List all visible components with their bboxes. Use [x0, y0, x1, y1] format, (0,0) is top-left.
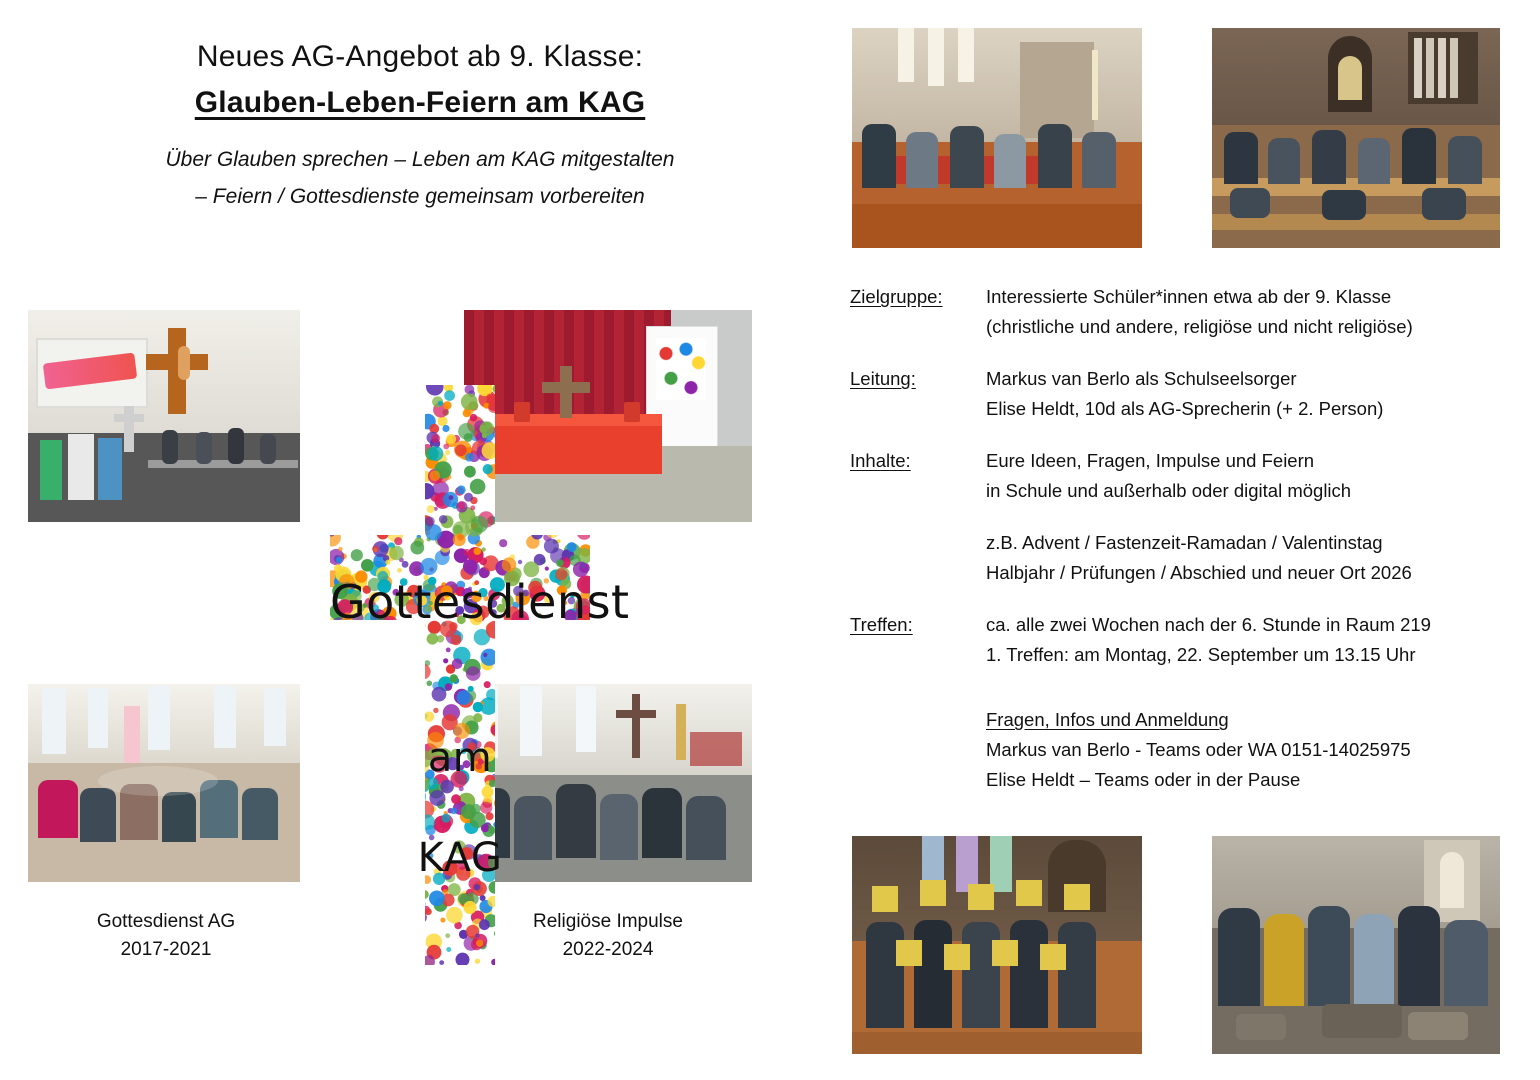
- info-label-inhalte: Inhalte:: [850, 449, 911, 471]
- contact-block: [986, 705, 1531, 795]
- photo-students-crowd-standing: [1212, 836, 1500, 1054]
- headline-block: [60, 40, 780, 216]
- info-row-leitung: [850, 364, 1530, 424]
- info-value-treffen: [986, 610, 1530, 670]
- caption-left-title: Gottesdienst AG: [96, 911, 236, 932]
- info-spacer: [986, 506, 1530, 528]
- info-line: Halbjahr / Prüfungen / Abschied und neuer Ort 2026: [986, 561, 1412, 583]
- caption-right-years: 2022-2024: [562, 938, 654, 960]
- info-line: z.B. Advent / Fastenzeit-Ramadan / Valentinstag: [986, 531, 1383, 553]
- photo-gym-circle-students: [28, 684, 300, 882]
- subtitle-line2: – Feiern / Gottesdienste gemeinsam vorbereiten: [195, 184, 645, 208]
- info-line: (christliche und andere, religiöse und nicht religiöse): [986, 315, 1413, 337]
- caption-right-title: Religiöse Impulse: [533, 911, 683, 932]
- info-label-zielgruppe: Zielgruppe:: [850, 286, 943, 307]
- page-title-line1: Neues AG-Angebot ab 9. Klasse:: [196, 40, 644, 73]
- contact-title: Fragen, Infos und Anmeldung: [986, 709, 1229, 730]
- info-line: 1. Treffen: am Montag, 22. September um 13.15 Uhr: [986, 643, 1416, 665]
- contact-line-2: Elise Heldt – Teams oder in der Pause: [986, 768, 1301, 790]
- info-line: Markus van Berlo als Schulseelsorger: [986, 367, 1297, 389]
- caption-left: [60, 908, 272, 963]
- info-line: Elise Heldt, 10d als AG-Sprecherin (+ 2. Person): [986, 397, 1384, 419]
- cross-text-line1: Gottesdienst: [330, 575, 630, 629]
- right-column: [800, 0, 1540, 1080]
- contact-line-1: Markus van Berlo - Teams oder WA 0151-14025975: [986, 738, 1411, 760]
- cross-text-line3: KAG: [417, 835, 503, 881]
- info-line: ca. alle zwei Wochen nach der 6. Stunde in Raum 219: [986, 613, 1431, 635]
- photo-church-group-sitting: [852, 28, 1142, 248]
- info-value-inhalte: [986, 446, 1530, 588]
- photo-altar-projection-crucifix: [28, 310, 300, 522]
- info-line: Interessierte Schüler*innen etwa ab der 9. Klasse: [986, 286, 1392, 307]
- info-row-treffen: [850, 610, 1530, 670]
- caption-left-years: 2017-2021: [120, 938, 212, 960]
- info-row-inhalte: [850, 446, 1530, 588]
- cross-text-line2: am: [427, 735, 493, 781]
- photo-students-holding-letter-signs: [852, 836, 1142, 1054]
- subtitle-line1: Über Glauben sprechen – Leben am KAG mitgestalten: [165, 148, 675, 171]
- info-line: Eure Ideen, Fragen, Impulse und Feiern: [986, 449, 1315, 471]
- info-row-zielgruppe: [850, 282, 1530, 342]
- info-value-zielgruppe: [986, 282, 1530, 342]
- info-table: [850, 282, 1530, 692]
- info-value-leitung: [986, 364, 1530, 424]
- photo-church-pews-students: [1212, 28, 1500, 248]
- info-line: in Schule und außerhalb oder digital möglich: [986, 479, 1352, 501]
- page-title-line2: Glauben-Leben-Feiern am KAG: [194, 86, 646, 119]
- caption-right: [502, 908, 714, 963]
- info-label-treffen: Treffen:: [850, 613, 913, 635]
- info-label-leitung: Leitung:: [850, 367, 916, 389]
